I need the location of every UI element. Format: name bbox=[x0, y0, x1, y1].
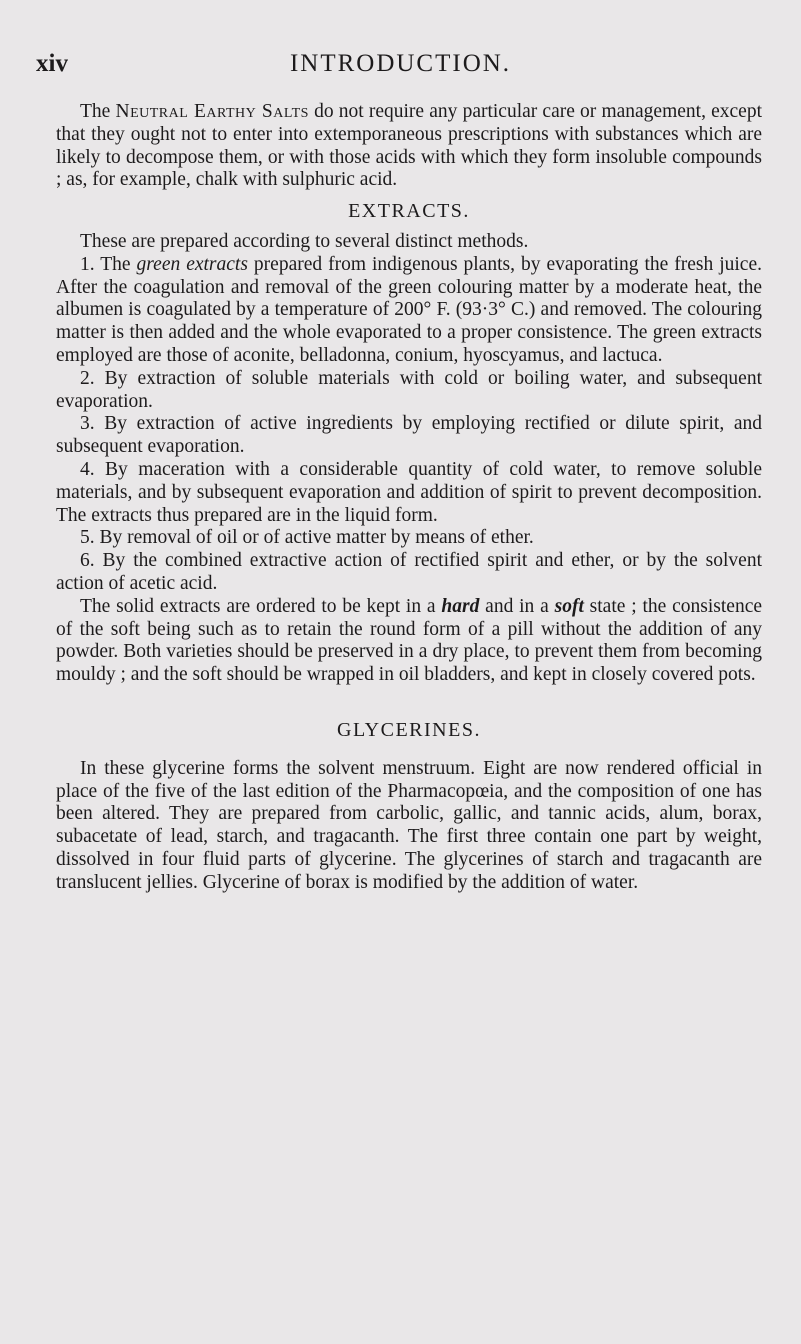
solid-mid: and in a bbox=[479, 595, 555, 617]
extracts-heading: EXTRACTS. bbox=[348, 200, 470, 223]
extracts-intro: These are prepared according to several distinct methods. bbox=[80, 230, 529, 252]
solid-hard: hard bbox=[441, 595, 480, 617]
solid-extracts-paragraph bbox=[56, 596, 762, 687]
salts-paragraph bbox=[56, 101, 762, 192]
running-head bbox=[36, 50, 765, 90]
salts-lead-small-caps: Neutral Earthy Salts bbox=[115, 101, 309, 122]
salts-text: do not require any particular care or management, except that they ought not to enter into extemporaneous prescriptions with substances which are likely to decompose them, or with those acids with which they form insoluble compounds ; as, for example, chalk with sulphuric acid. bbox=[56, 101, 762, 191]
extracts-item-2: 2. By extraction of soluble materials with cold or boiling water, and subsequent evaporation. bbox=[56, 367, 762, 412]
running-title: INTRODUCTION. bbox=[289, 50, 512, 77]
item1-pre: 1. The bbox=[80, 253, 137, 275]
glycerines-paragraph: In these glycerine forms the solvent menstruum. Eight are now rendered official in place of the five of the last edition of the Pharmacopœia, and the composition of one has been altered. They are prepared from carbolic, gallic, and tannic acids, alum, borax, subacetate of lead, starch, and tragacanth. The first three contain one part by weight, dissolved in four fluid parts of glycerine. The glycerines of starch and tragacanth are translucent jellies. Glycerine of borax is modified by the addition of water. bbox=[56, 757, 762, 893]
solid-pre: The solid extracts are ordered to be kept in a bbox=[80, 595, 442, 617]
extracts-item-5: 5. By removal of oil or of active matter by means of ether. bbox=[80, 527, 534, 549]
solid-soft: soft bbox=[554, 595, 584, 617]
body-text bbox=[56, 101, 762, 895]
extracts-item-4: 4. By maceration with a considerable quantity of cold water, to remove soluble materials, and by subsequent evaporation and addition of spirit to prevent decomposition. The extracts thus prepared are in the liquid form. bbox=[56, 458, 762, 526]
extracts-item-6: 6. By the combined extractive action of rectified spirit and ether, or by the solvent action of acetic acid. bbox=[56, 550, 762, 594]
extracts-item-1 bbox=[56, 254, 762, 368]
item1-em: green extracts bbox=[136, 253, 248, 275]
extracts-item-3: 3. By extraction of active ingredients by employing rectified or dilute spirit, and subsequent evaporation. bbox=[56, 413, 762, 458]
page-number: xiv bbox=[36, 50, 68, 77]
glycerines-heading: GLYCERINES. bbox=[337, 718, 481, 741]
solid-post: state ; the consistence of the soft being such as to retain the round form of a pill without the addition of any powder. Both varieties should be preserved in a dry place, to prevent them from becoming mouldy ; and the soft should be wrapped in oil bladders, and kept in closely covered pots. bbox=[56, 595, 762, 686]
item1-post: prepared from indigenous plants, by evaporating the fresh juice. After the coagulation and removal of the green colouring matter by a moderate heat, the albumen is coagulated by a temperature of 200° F. (93·3° C.) and removed. The colouring matter is then added and the whole evaporated to a proper consistence. The green extracts employed are those of aconite, belladonna, conium, hyoscyamus, and lactuca. bbox=[56, 253, 762, 366]
salts-lead-pre: The bbox=[80, 101, 116, 122]
